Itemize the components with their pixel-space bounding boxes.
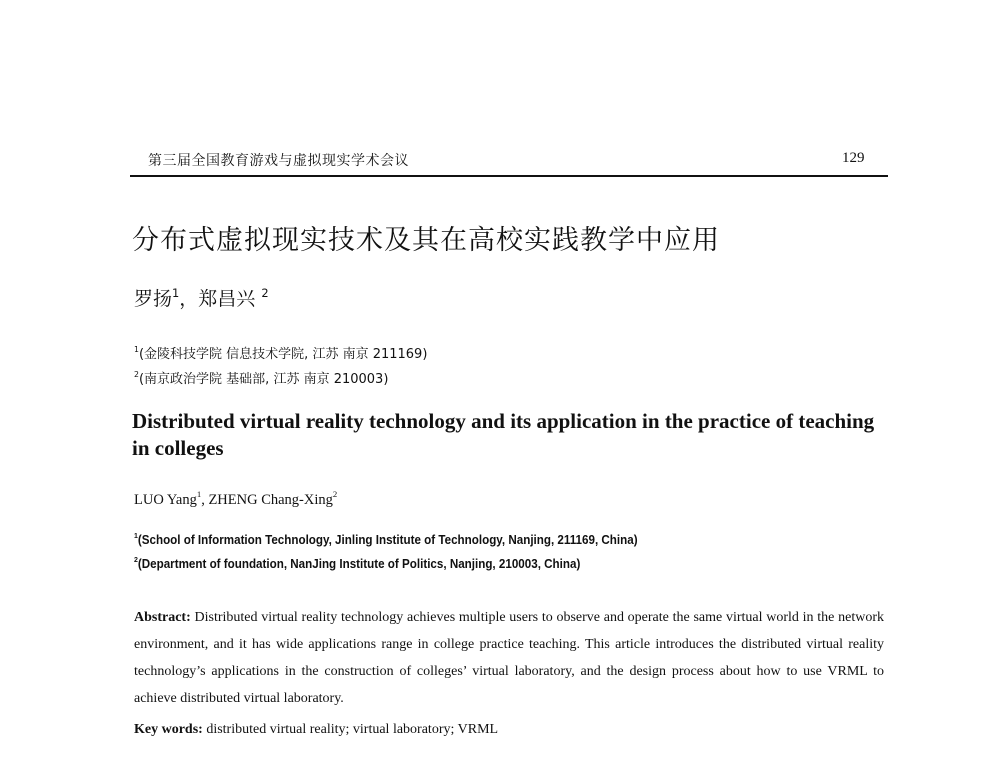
affiliation-cn-1-sup: 1 xyxy=(134,344,139,354)
affiliation-en-1 xyxy=(134,532,638,547)
abstract xyxy=(134,604,884,712)
keywords xyxy=(134,722,498,738)
affiliation-en-2 xyxy=(134,556,580,571)
affiliation-cn-1-text: (金陵科技学院 信息技术学院, 江苏 南京 211169) xyxy=(138,347,428,362)
author-en-1: LUO Yang xyxy=(134,491,197,508)
header-rule xyxy=(130,175,888,177)
abstract-label: Abstract: xyxy=(134,610,191,625)
affiliation-cn-2 xyxy=(134,368,388,387)
affiliation-cn-1 xyxy=(134,343,427,362)
affiliation-en-2-sup: 2 xyxy=(134,555,138,565)
keywords-label: Key words: xyxy=(134,722,203,737)
author-cn-2-sup: 2 xyxy=(261,285,269,300)
affiliation-en-1-sup: 1 xyxy=(134,531,138,541)
english-authors xyxy=(134,490,337,509)
chinese-authors xyxy=(134,284,269,311)
author-separator: ， xyxy=(179,288,199,310)
affiliation-en-1-text: (School of Information Technology, Jinling Institute of Technology, Nanjing, 211169, China) xyxy=(137,533,638,548)
page-number: 129 xyxy=(842,150,865,166)
affiliation-cn-2-sup: 2 xyxy=(134,369,139,379)
running-head: 第三届全国教育游戏与虚拟现实学术会议 xyxy=(148,154,409,169)
author-cn-2: 郑昌兴 xyxy=(198,288,256,310)
author-en-2: ZHENG Chang-Xing xyxy=(208,491,333,508)
author-en-2-sup: 2 xyxy=(332,489,338,500)
keywords-text: distributed virtual reality; virtual laboratory; VRML xyxy=(206,722,499,737)
author-cn-1-sup: 1 xyxy=(172,285,180,300)
chinese-title: 分布式虚拟现实技术及其在高校实践教学中应用 xyxy=(132,225,720,256)
abstract-text: Distributed virtual reality technology achieves multiple users to observe and operate the same virtual world in the network environment, and it has wide applications range in college practice teaching. This article introduces the distributed virtual reality technology’s applications in the construction of colleges’ virtual laboratory, and the design process about how to use VRML to achieve distributed virtual laboratory. xyxy=(134,610,885,706)
author-en-separator: , xyxy=(201,491,209,508)
english-title: Distributed virtual reality technology and its application in the practice of teaching in colleges xyxy=(132,409,875,460)
affiliation-cn-2-text: (南京政治学院 基础部, 江苏 南京 210003) xyxy=(138,372,389,387)
author-cn-1: 罗扬 xyxy=(134,288,173,310)
affiliation-en-2-text: (Department of foundation, NanJing Institute of Politics, Nanjing, 210003, China) xyxy=(137,557,581,572)
author-en-1-sup: 1 xyxy=(196,489,202,500)
